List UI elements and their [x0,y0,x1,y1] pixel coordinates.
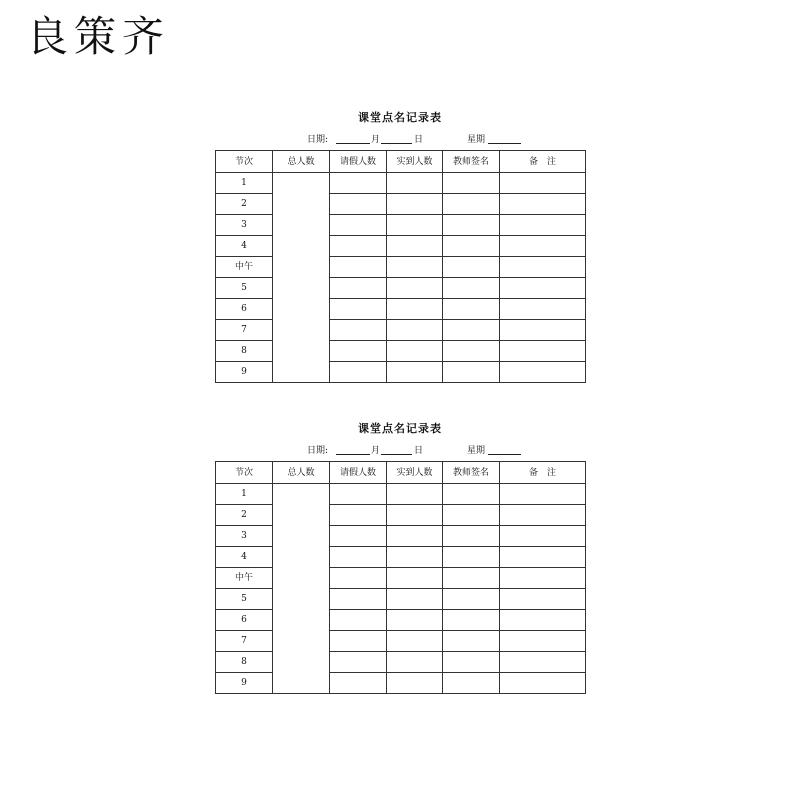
form-title: 课堂点名记录表 [358,111,442,124]
teacher-signature-cell[interactable] [443,341,500,362]
period-cell: 5 [216,278,273,299]
day-label: 日 [414,446,424,456]
column-header: 教师签名 [443,151,500,173]
present-count-cell[interactable] [387,610,443,631]
period-cell: 9 [216,673,273,694]
present-count-cell[interactable] [387,673,443,694]
present-count-cell[interactable] [387,652,443,673]
column-header: 节次 [216,462,273,484]
remarks-cell[interactable] [500,299,586,320]
table-row [216,631,586,652]
brand-logo: 良策齐 [26,12,171,61]
period-cell: 6 [216,299,273,320]
period-cell: 2 [216,194,273,215]
column-header: 请假人数 [330,462,387,484]
remarks-cell[interactable] [500,568,586,589]
remarks-cell[interactable] [500,362,586,383]
remarks-cell[interactable] [500,589,586,610]
table-row [216,589,586,610]
remarks-cell[interactable] [500,236,586,257]
form-title: 课堂点名记录表 [358,422,442,435]
month-label: 月 [371,135,381,145]
leave-count-cell[interactable] [330,610,387,631]
present-count-cell[interactable] [387,484,443,505]
leave-count-cell[interactable] [330,652,387,673]
table-row [216,194,586,215]
teacher-signature-cell[interactable] [443,505,500,526]
leave-count-cell[interactable] [330,341,387,362]
period-cell: 8 [216,652,273,673]
remarks-cell[interactable] [500,278,586,299]
day-blank[interactable] [381,443,412,455]
leave-count-cell[interactable] [330,278,387,299]
weekday-label: 星期 [467,446,486,456]
header-row [216,151,586,173]
leave-count-cell[interactable] [330,215,387,236]
table-row [216,547,586,568]
date-line [215,132,585,148]
teacher-signature-cell[interactable] [443,568,500,589]
remarks-cell[interactable] [500,173,586,194]
teacher-signature-cell[interactable] [443,278,500,299]
leave-count-cell[interactable] [330,589,387,610]
teacher-signature-cell[interactable] [443,673,500,694]
table-row [216,673,586,694]
present-count-cell[interactable] [387,362,443,383]
present-count-cell[interactable] [387,278,443,299]
teacher-signature-cell[interactable] [443,610,500,631]
remarks-cell[interactable] [500,547,586,568]
teacher-signature-cell[interactable] [443,547,500,568]
leave-count-cell[interactable] [330,568,387,589]
teacher-signature-cell[interactable] [443,362,500,383]
table-row [216,236,586,257]
present-count-cell[interactable] [387,320,443,341]
leave-count-cell[interactable] [330,547,387,568]
present-count-cell[interactable] [387,505,443,526]
present-count-cell[interactable] [387,194,443,215]
table-row [216,320,586,341]
period-cell: 9 [216,362,273,383]
column-header: 节次 [216,151,273,173]
remarks-cell[interactable] [500,673,586,694]
date-label: 日期: [307,446,329,456]
column-header: 请假人数 [330,151,387,173]
remarks-cell[interactable] [500,652,586,673]
period-cell: 4 [216,547,273,568]
present-count-cell[interactable] [387,631,443,652]
teacher-signature-cell[interactable] [443,173,500,194]
present-count-cell[interactable] [387,236,443,257]
table-row [216,526,586,547]
teacher-signature-cell[interactable] [443,236,500,257]
present-count-cell[interactable] [387,173,443,194]
table-row [216,341,586,362]
date-line [215,443,585,459]
month-label: 月 [371,446,381,456]
leave-count-cell[interactable] [330,320,387,341]
day-blank[interactable] [381,132,412,144]
present-count-cell[interactable] [387,547,443,568]
header-row [216,462,586,484]
day-label: 日 [414,135,424,145]
table-row [216,257,586,278]
remarks-cell[interactable] [500,610,586,631]
period-cell: 7 [216,631,273,652]
weekday-label: 星期 [467,135,486,145]
column-header: 总人数 [273,151,330,173]
present-count-cell[interactable] [387,568,443,589]
roll-call-table [215,150,586,383]
period-cell: 2 [216,505,273,526]
remarks-cell[interactable] [500,215,586,236]
present-count-cell[interactable] [387,589,443,610]
roll-call-table [215,461,586,694]
leave-count-cell[interactable] [330,236,387,257]
teacher-signature-cell[interactable] [443,257,500,278]
table-row [216,568,586,589]
date-label: 日期: [307,135,329,145]
teacher-signature-cell[interactable] [443,652,500,673]
weekday-blank[interactable] [488,443,521,455]
column-header: 备 注 [500,462,586,484]
month-blank[interactable] [336,132,370,144]
period-cell: 5 [216,589,273,610]
total-count-cell[interactable] [273,484,330,694]
column-header: 备 注 [500,151,586,173]
leave-count-cell[interactable] [330,257,387,278]
remarks-cell[interactable] [500,505,586,526]
column-header: 实到人数 [387,151,443,173]
period-cell: 中午 [216,568,273,589]
month-blank[interactable] [336,443,370,455]
present-count-cell[interactable] [387,257,443,278]
period-cell: 6 [216,610,273,631]
table-row [216,652,586,673]
remarks-cell[interactable] [500,341,586,362]
leave-count-cell[interactable] [330,484,387,505]
period-cell: 1 [216,173,273,194]
leave-count-cell[interactable] [330,299,387,320]
table-row [216,278,586,299]
roll-call-form-1 [215,110,585,383]
remarks-cell[interactable] [500,194,586,215]
remarks-cell[interactable] [500,484,586,505]
teacher-signature-cell[interactable] [443,320,500,341]
teacher-signature-cell[interactable] [443,484,500,505]
period-cell: 3 [216,215,273,236]
leave-count-cell[interactable] [330,673,387,694]
period-cell: 8 [216,341,273,362]
present-count-cell[interactable] [387,215,443,236]
present-count-cell[interactable] [387,299,443,320]
leave-count-cell[interactable] [330,362,387,383]
teacher-signature-cell[interactable] [443,589,500,610]
column-header: 教师签名 [443,462,500,484]
period-cell: 4 [216,236,273,257]
table-row [216,299,586,320]
leave-count-cell[interactable] [330,526,387,547]
leave-count-cell[interactable] [330,194,387,215]
table-row [216,362,586,383]
teacher-signature-cell[interactable] [443,526,500,547]
table-row [216,505,586,526]
leave-count-cell[interactable] [330,173,387,194]
present-count-cell[interactable] [387,526,443,547]
teacher-signature-cell[interactable] [443,631,500,652]
column-header: 总人数 [273,462,330,484]
remarks-cell[interactable] [500,631,586,652]
teacher-signature-cell[interactable] [443,194,500,215]
period-cell: 3 [216,526,273,547]
teacher-signature-cell[interactable] [443,215,500,236]
table-row [216,173,586,194]
roll-call-form-2 [215,421,585,694]
remarks-cell[interactable] [500,526,586,547]
period-cell: 7 [216,320,273,341]
weekday-blank[interactable] [488,132,521,144]
leave-count-cell[interactable] [330,631,387,652]
table-row [216,215,586,236]
remarks-cell[interactable] [500,257,586,278]
total-count-cell[interactable] [273,173,330,383]
present-count-cell[interactable] [387,341,443,362]
table-row [216,484,586,505]
leave-count-cell[interactable] [330,505,387,526]
period-cell: 中午 [216,257,273,278]
column-header: 实到人数 [387,462,443,484]
remarks-cell[interactable] [500,320,586,341]
table-row [216,610,586,631]
period-cell: 1 [216,484,273,505]
teacher-signature-cell[interactable] [443,299,500,320]
